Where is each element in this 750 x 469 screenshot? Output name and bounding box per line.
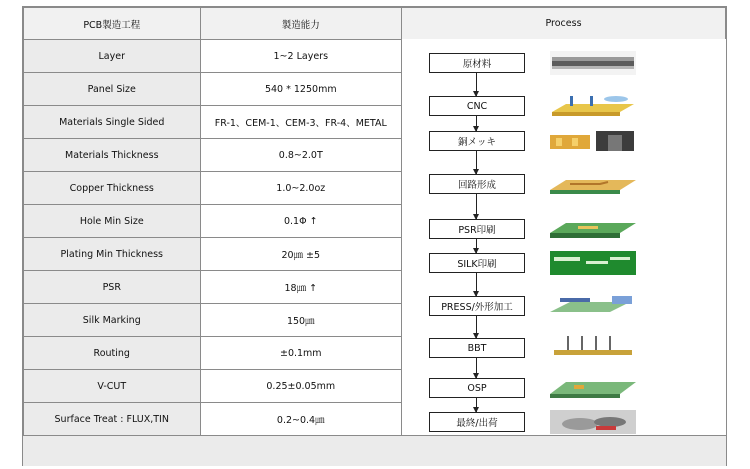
row-label: Routing <box>24 337 201 370</box>
copper-plating-icon <box>550 129 636 153</box>
row-value: 540 * 1250mm <box>200 73 402 106</box>
row-label: Hole Min Size <box>24 205 201 238</box>
cnc-drilling-icon <box>550 94 636 118</box>
row-label: Materials Single Sided <box>24 106 201 139</box>
row-value: 150㎛ <box>200 304 402 337</box>
header-capability: 製造能力 <box>200 8 402 40</box>
pcb-capability-table <box>22 6 727 466</box>
process-step: 銅メッキ <box>429 131 525 151</box>
final-inspection-icon <box>550 410 636 434</box>
row-value: 0.25±0.05mm <box>200 370 402 403</box>
row-label: Copper Thickness <box>24 172 201 205</box>
psr-printing-icon <box>550 217 636 241</box>
process-flow <box>402 39 726 435</box>
header-process-step: PCB製造工程 <box>24 8 201 40</box>
flow-arrow <box>476 151 477 174</box>
header-row <box>24 8 726 40</box>
process-step: OSP <box>429 378 525 398</box>
process-step: CNC <box>429 96 525 116</box>
row-label: Materials Thickness <box>24 139 201 172</box>
process-step: PSR印刷 <box>429 219 525 239</box>
row-label: Surface Treat : FLUX,TIN <box>24 403 201 436</box>
row-value: FR-1、CEM-1、CEM-3、FR-4、METAL <box>200 106 402 139</box>
process-step: SILK印刷 <box>429 253 525 273</box>
process-step: 最終/出荷 <box>429 412 525 432</box>
row-label: PSR <box>24 271 201 304</box>
circuit-forming-icon <box>550 172 636 196</box>
row-value: 20㎛ ±5 <box>200 238 402 271</box>
flow-arrow <box>476 73 477 96</box>
row-value: ±0.1mm <box>200 337 402 370</box>
process-step: 原材料 <box>429 53 525 73</box>
row-label: Plating Min Thickness <box>24 238 201 271</box>
raw-material-icon <box>550 51 636 75</box>
flow-arrow <box>476 316 477 338</box>
row-value: 0.2~0.4㎛ <box>200 403 402 436</box>
silk-printing-icon <box>550 251 636 275</box>
flow-arrow <box>476 116 477 131</box>
process-step: PRESS/外形加工 <box>429 296 525 316</box>
row-label: Silk Marking <box>24 304 201 337</box>
flow-arrow <box>476 194 477 219</box>
header-process: Process <box>402 8 726 40</box>
process-step: 回路形成 <box>429 174 525 194</box>
table-footer <box>23 435 726 466</box>
flow-arrow <box>476 358 477 378</box>
osp-coating-icon <box>550 376 636 400</box>
row-value: 0.1Φ ↑ <box>200 205 402 238</box>
flow-arrow <box>476 398 477 412</box>
row-label: V-CUT <box>24 370 201 403</box>
row-value: 1~2 Layers <box>200 40 402 73</box>
flow-arrow <box>476 239 477 253</box>
process-step: BBT <box>429 338 525 358</box>
flow-arrow <box>476 273 477 296</box>
bbt-test-icon <box>550 334 636 358</box>
row-label: Layer <box>24 40 201 73</box>
press-routing-icon <box>550 294 636 318</box>
row-value: 0.8~2.0T <box>200 139 402 172</box>
row-value: 1.0~2.0oz <box>200 172 402 205</box>
row-value: 18㎛ ↑ <box>200 271 402 304</box>
row-label: Panel Size <box>24 73 201 106</box>
